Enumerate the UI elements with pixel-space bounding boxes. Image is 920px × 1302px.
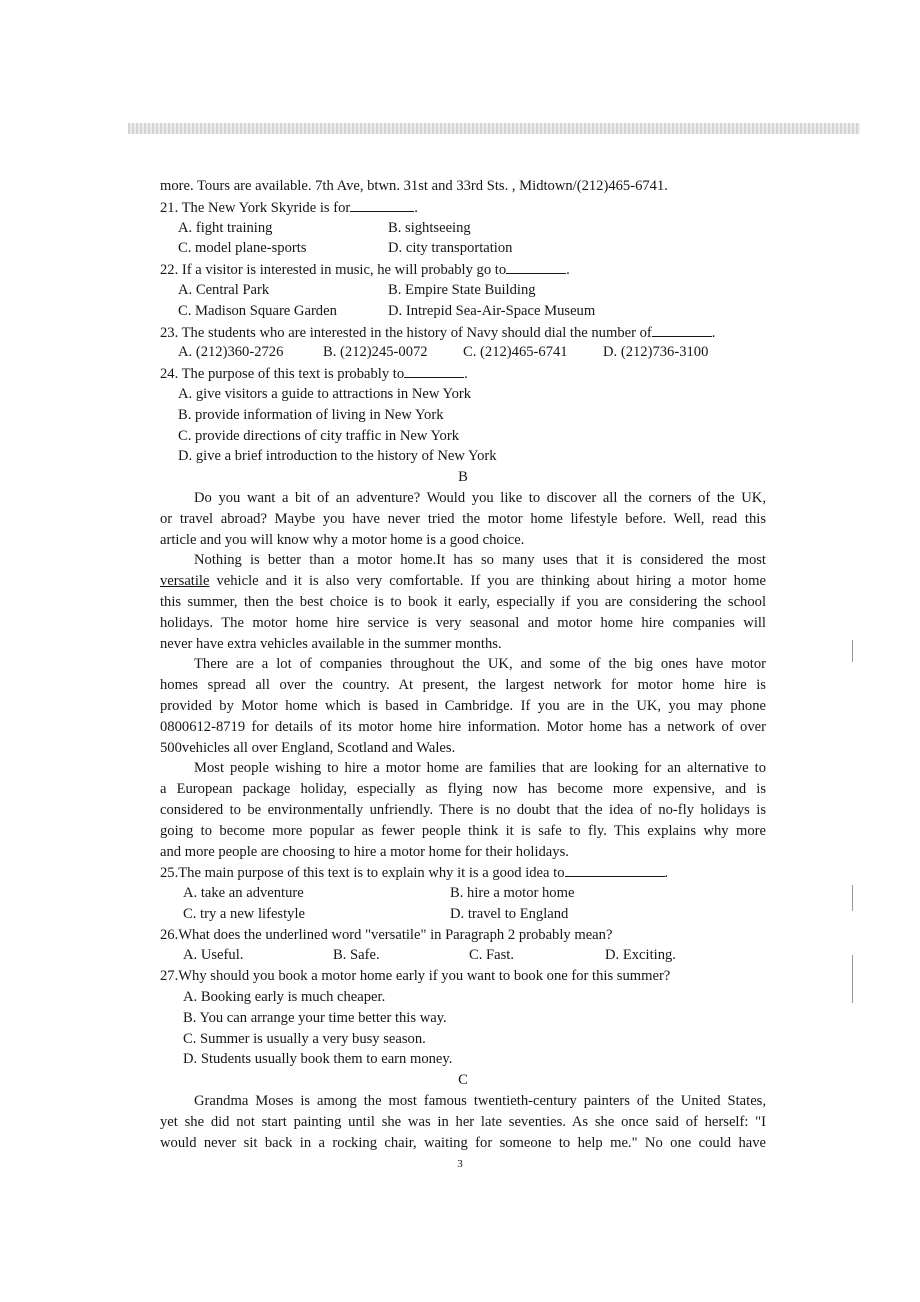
question-stem: 22. If a visitor is interested in music, he will probably go to [160, 262, 507, 279]
scan-speck [852, 955, 853, 1003]
q21-options-row-1 [160, 218, 766, 239]
option-a: A. Useful. [183, 947, 244, 964]
paragraph-line: Do you want a bit of an adventure? Would you like to discover all the corners of the UK, [194, 489, 766, 506]
option-c: C. Summer is usually a very busy season. [183, 1030, 426, 1047]
paragraph-line: this summer, then the best choice is to book it early, especially if you are considering the school [160, 593, 766, 610]
q25-options-row-1 [160, 883, 766, 904]
option-d: D. give a brief introduction to the history of New York [178, 448, 497, 465]
paragraph-line: yet she did not start painting until she was in her late seventies. As she once said of herself: "I [160, 1113, 766, 1130]
question-stem: 21. The New York Skyride is for [160, 199, 351, 216]
question-22: 22. If a visitor is interested in music, he will probably go to . [160, 259, 766, 280]
q21-options-row-2 [160, 238, 766, 259]
question-21: 21. The New York Skyride is for . [160, 197, 766, 218]
option-d: D. Intrepid Sea-Air-Space Museum [388, 302, 596, 319]
q23-options-row [160, 342, 766, 363]
option-d: D. Exciting. [605, 947, 676, 964]
option-d: D. Students usually book them to earn money. [183, 1051, 453, 1068]
option-c: C. provide directions of city traffic in New York [178, 427, 460, 444]
paragraph-line: article and you will know why a motor home is a good choice. [160, 531, 525, 548]
paragraph-line: homes spread all over the country. At present, the largest network for motor home hire is [160, 677, 766, 694]
question-24: 24. The purpose of this text is probably to . [160, 363, 766, 384]
option-a: A. Central Park [178, 281, 270, 298]
header-rule [128, 123, 860, 134]
paragraph-line: never have extra vehicles available in the summer months. [160, 635, 502, 652]
section-heading-c: C [458, 1072, 468, 1089]
scan-speck [852, 885, 853, 911]
option-b: B. You can arrange your time better this way. [183, 1009, 447, 1026]
paragraph-line: and more people are choosing to hire a motor home for their holidays. [160, 843, 569, 860]
exam-page-content [160, 176, 766, 1153]
answer-blank [506, 259, 566, 274]
answer-blank [350, 197, 414, 212]
q25-options-row-2 [160, 904, 766, 925]
paragraph-line: a European package holiday, especially as flying now has become more expensive, and is [160, 781, 766, 798]
option-c: C. (212)465-6741 [463, 344, 568, 361]
question-25: 25.The main purpose of this text is to explain why it is a good idea to . [160, 862, 766, 883]
option-a: A. give visitors a guide to attractions in New York [178, 385, 472, 402]
paragraph-line: or travel abroad? Maybe you have never tried the motor home lifestyle before. Well, read this [160, 510, 766, 527]
option-c: C. Madison Square Garden [178, 302, 337, 319]
option-b: B. sightseeing [388, 219, 471, 236]
question-23: 23. The students who are interested in the history of Navy should dial the number of . [160, 322, 766, 343]
paragraph-line: would never sit back in a rocking chair, waiting for someone to help me." No one could have [160, 1134, 766, 1151]
answer-blank [404, 363, 464, 378]
paragraph-line-versatile: versatile vehicle and it is also very comfortable. If you are thinking about hiring a motor home [160, 573, 766, 590]
paragraph-line: 0800612-8719 for details of its motor home hire information. Motor home has a network of over [160, 718, 766, 735]
option-c: C. try a new lifestyle [183, 905, 305, 922]
paragraph-line: Most people wishing to hire a motor home are families that are looking for an alternative to [194, 760, 766, 777]
option-c: C. model plane-sports [178, 240, 307, 257]
q22-options-row-2 [160, 301, 766, 322]
continuation-text: more. Tours are available. 7th Ave, btwn. 31st and 33rd Sts. , Midtown/(212)465-6741. [160, 178, 668, 194]
option-d: D. city transportation [388, 240, 513, 257]
paragraph-line: Nothing is better than a motor home.It has so many uses that it is considered the most [194, 552, 766, 569]
question-26: 26.What does the underlined word "versatile" in Paragraph 2 probably mean? [160, 926, 613, 943]
option-a: A. Booking early is much cheaper. [183, 989, 386, 1006]
paragraph-line: considered to be environmentally unfriendly. There is no doubt that the idea of no-fly holidays is [160, 801, 766, 818]
paragraph-line: 500vehicles all over England, Scotland and Wales. [160, 739, 456, 756]
option-a: A. take an adventure [183, 885, 304, 902]
paragraph-line: holidays. The motor home hire service is very seasonal and motor home hire companies will [160, 614, 766, 631]
paragraph-line: going to become more popular as fewer people think it is safe to fly. This explains why more [160, 822, 766, 839]
option-a: A. (212)360-2726 [178, 344, 284, 361]
question-27: 27.Why should you book a motor home early if you want to book one for this summer? [160, 968, 671, 985]
paragraph-line: There are a lot of companies throughout the UK, and some of the big ones have motor [194, 656, 766, 673]
answer-blank [565, 862, 665, 877]
paragraph-line: Grandma Moses is among the most famous twentieth-century painters of the United States, [194, 1093, 766, 1110]
q22-options-row-1 [160, 280, 766, 301]
answer-blank [652, 322, 712, 337]
paragraph-line: provided by Motor home which is based in Cambridge. If you are in the UK, you may phone [160, 697, 766, 714]
option-d: D. (212)736-3100 [603, 344, 709, 361]
section-heading-b: B [458, 469, 468, 486]
question-stem: 25.The main purpose of this text is to explain why it is a good idea to [160, 865, 565, 882]
option-b: B. (212)245-0072 [323, 344, 428, 361]
q26-options-row [160, 945, 766, 966]
option-a: A. fight training [178, 219, 273, 236]
option-b: B. Empire State Building [388, 281, 536, 298]
option-b: B. hire a motor home [450, 885, 575, 902]
question-stem: 23. The students who are interested in the history of Navy should dial the number of [160, 324, 652, 341]
option-b: B. provide information of living in New York [178, 406, 444, 423]
question-stem: 24. The purpose of this text is probably to [160, 366, 405, 383]
page-number: 3 [457, 1158, 463, 1170]
underlined-word: versatile [160, 573, 210, 590]
option-b: B. Safe. [333, 947, 380, 964]
option-c: C. Fast. [469, 947, 515, 964]
scan-speck [852, 640, 853, 662]
option-d: D. travel to England [450, 905, 569, 922]
